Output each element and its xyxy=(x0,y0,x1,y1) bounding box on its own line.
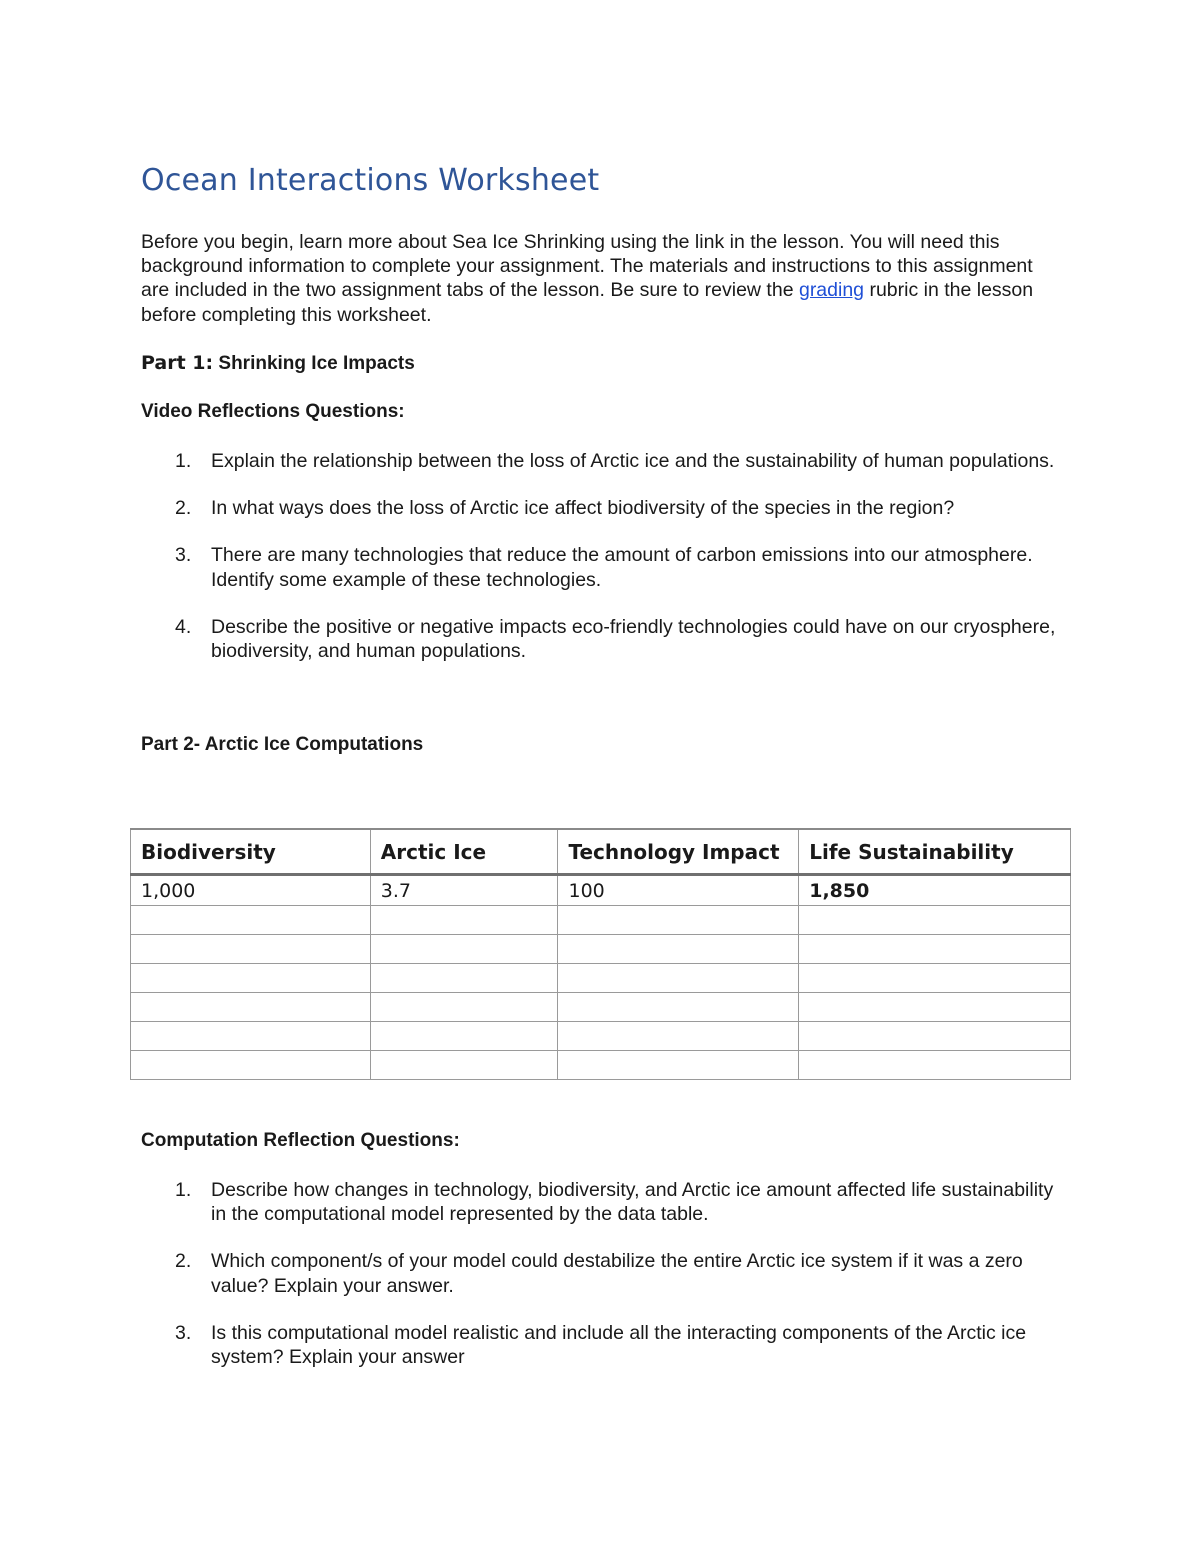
table-cell[interactable] xyxy=(558,993,799,1022)
question-text: Which component/s of your model could destabilize the entire Arctic ice system if it was a zero value? Explain your answer. xyxy=(211,1250,1023,1297)
table-row xyxy=(131,1051,1071,1080)
column-header-biodiversity: Biodiversity xyxy=(131,829,371,875)
list-item xyxy=(141,496,1071,520)
table-row xyxy=(131,875,1071,906)
table-cell[interactable] xyxy=(558,1022,799,1051)
table-cell[interactable] xyxy=(370,935,558,964)
table-cell[interactable] xyxy=(558,1051,799,1080)
table-row xyxy=(131,935,1071,964)
column-header-life-sustainability: Life Sustainability xyxy=(799,829,1071,875)
table-cell[interactable] xyxy=(131,935,371,964)
intro-text-before-link: Before you begin, learn more about Sea Ice Shrinking using the link in the lesson. You will need this background information to complete your assignment. The materials and instructions to this assignment are included in the two assignment tabs of the lesson. Be sure to review the xyxy=(141,231,1033,302)
question-number: 3. xyxy=(175,1321,192,1344)
list-item xyxy=(141,1178,1071,1226)
table-cell[interactable]: 3.7 xyxy=(370,875,558,906)
question-text: Describe how changes in technology, biodiversity, and Arctic ice amount affected life sustainability in the computational model represented by the data table. xyxy=(211,1179,1054,1226)
video-questions-list xyxy=(141,449,1071,686)
list-item xyxy=(141,615,1071,663)
question-text: Is this computational model realistic and include all the interacting components of the Arctic ice system? Explain your answer xyxy=(211,1321,1027,1369)
table-cell[interactable] xyxy=(131,993,371,1022)
part2-heading: Part 2- Arctic Ice Computations xyxy=(141,734,424,755)
computation-table xyxy=(130,828,1071,1080)
question-text: In what ways does the loss of Arctic ice affect biodiversity of the species in the region? xyxy=(211,497,955,520)
table-cell[interactable] xyxy=(558,964,799,993)
question-text: Explain the relationship between the loss of Arctic ice and the sustainability of human populations. xyxy=(211,450,1055,472)
table-cell[interactable] xyxy=(558,935,799,964)
column-header-arctic-ice: Arctic Ice xyxy=(370,829,558,875)
question-number: 3. xyxy=(175,544,192,567)
list-item xyxy=(141,1321,1071,1369)
question-number: 1. xyxy=(175,1179,192,1201)
computation-questions-list xyxy=(141,1178,1071,1392)
list-item xyxy=(141,1249,1071,1297)
question-number: 4. xyxy=(175,615,192,638)
table-row xyxy=(131,993,1071,1022)
question-number: 2. xyxy=(175,1250,192,1273)
video-questions-heading: Video Reflections Questions: xyxy=(141,401,405,422)
table-cell[interactable]: 100 xyxy=(558,875,799,906)
table-cell[interactable] xyxy=(131,1051,371,1080)
column-header-technology-impact: Technology Impact xyxy=(558,829,799,875)
table-cell[interactable] xyxy=(370,964,558,993)
table-cell[interactable] xyxy=(370,1051,558,1080)
grading-link[interactable]: grading xyxy=(798,279,865,302)
table-cell[interactable] xyxy=(370,993,558,1022)
table-cell[interactable] xyxy=(131,1022,371,1051)
part1-heading xyxy=(141,352,415,375)
question-text: There are many technologies that reduce the amount of carbon emissions into our atmosphere. Identify some example of these technologies. xyxy=(211,544,1033,591)
table-cell[interactable] xyxy=(370,906,558,935)
question-number: 2. xyxy=(175,497,192,520)
list-item xyxy=(141,449,1071,473)
page-title: Ocean Interactions Worksheet xyxy=(141,163,600,198)
table-header-row xyxy=(131,829,1071,875)
list-item xyxy=(141,543,1071,591)
table-cell[interactable] xyxy=(131,964,371,993)
table-cell[interactable] xyxy=(799,935,1071,964)
table-cell[interactable] xyxy=(799,993,1071,1022)
table-cell[interactable] xyxy=(131,906,371,935)
table-cell[interactable] xyxy=(370,1022,558,1051)
table-cell[interactable] xyxy=(799,964,1071,993)
intro-paragraph xyxy=(141,230,1061,327)
table-cell[interactable] xyxy=(558,906,799,935)
table-row xyxy=(131,1022,1071,1051)
question-number: 1. xyxy=(175,450,192,472)
part1-title: Shrinking Ice Impacts xyxy=(213,353,415,374)
question-text: Describe the positive or negative impacts eco-friendly technologies could have on our cryosphere, biodiversity, and human populations. xyxy=(211,615,1056,663)
computation-questions-heading: Computation Reflection Questions: xyxy=(141,1130,460,1151)
table-cell[interactable] xyxy=(799,906,1071,935)
table-row xyxy=(131,964,1071,993)
table-row xyxy=(131,906,1071,935)
table-cell[interactable] xyxy=(799,1051,1071,1080)
intro-text-after-link: rubric in the lesson before completing this worksheet. xyxy=(141,279,1034,326)
table-cell[interactable]: 1,000 xyxy=(131,875,371,906)
table-cell[interactable] xyxy=(799,1022,1071,1051)
table-cell[interactable]: 1,850 xyxy=(799,875,1071,906)
part1-label: Part 1: xyxy=(141,352,214,374)
